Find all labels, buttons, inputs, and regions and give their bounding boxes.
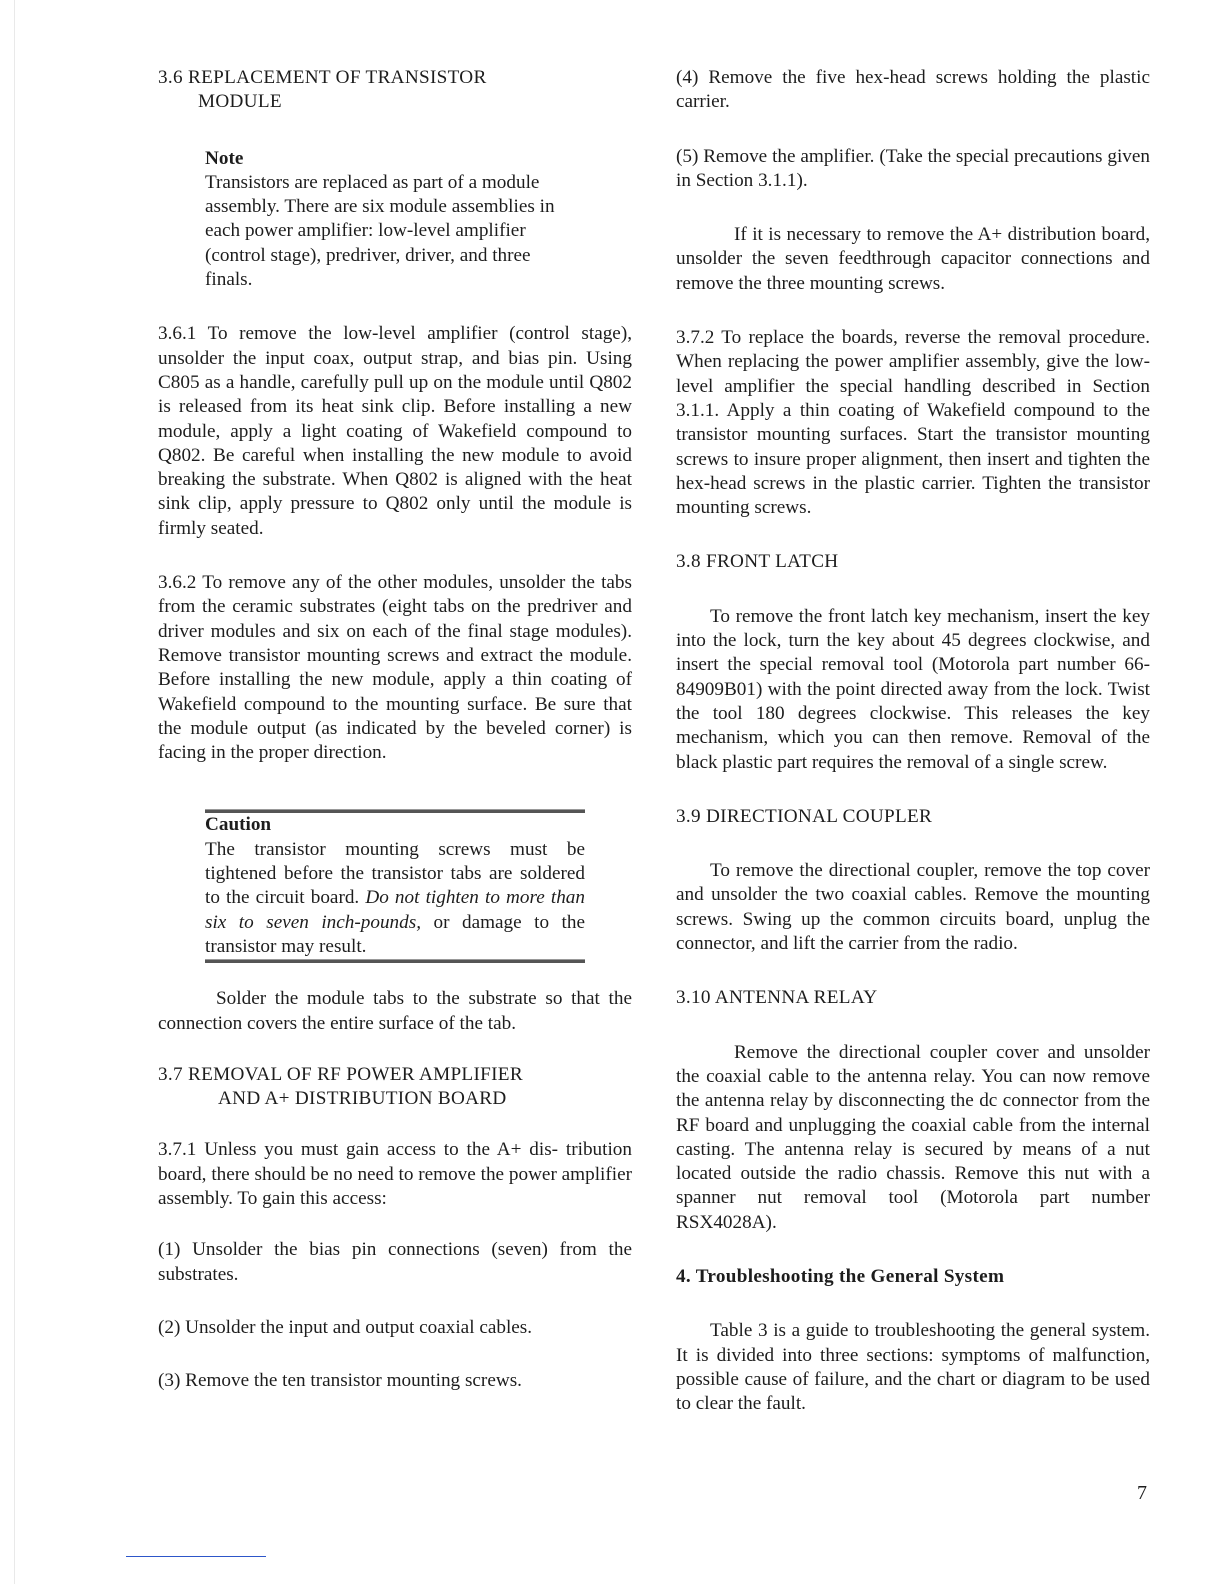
section-3-6-2-paragraph: [158, 571, 632, 765]
section-4-paragraph: Table 3 is a guide to troubleshooting the general system. It is divided into three sections: symptoms of malfunction, possible cause of failure, and the chart or diagram to be used to clear the fault.: [676, 1320, 1150, 1415]
section-3-7-2-lead: 3.7.2 To replace the boards, reverse the removal: [676, 327, 1062, 349]
section-3-9-heading: 3.9 DIRECTIONAL COUPLER: [676, 805, 933, 827]
step-1: (1) Unsolder the bias pin connections (seven) from the substrates.: [158, 1239, 632, 1285]
section-3-6-1-body: stage), unsolder the input coax, output strap, and bias pin. Using C805 as a handle, carefully pull up on the module until Q802 is released from its heat sink clip. Before installing a new module, apply a light coating of Wakefield compound to Q802. Be careful when installing the new module to avoid breaking the substrate. When Q802 is aligned with the heat sink clip, apply pressure to Q802 only until the module is firmly seated.: [158, 323, 633, 539]
footer-line: [126, 1556, 266, 1557]
caution-title: Caution: [205, 814, 272, 836]
section-3-10-heading: 3.10 ANTENNA RELAY: [676, 987, 878, 1009]
caution-emphasis: Do not tighten to more than six to seven inch-pounds,: [205, 887, 585, 933]
caution-text: The transistor mounting screws must be tightened before the transistor tabs are soldered to the circuit board. Do not tighten to more than six to seven inch-pounds, or damage to the transistor may result.: [205, 838, 585, 957]
section-3-6-1-paragraph: [158, 322, 632, 541]
section-3-8-heading: 3.8 FRONT LATCH: [676, 551, 839, 573]
section-3-9-paragraph: To remove the directional coupler, remove the top cover and unsolder the two coaxial cables. Remove the mounting screws. Swing up the common circuits board, unplug the connector, and lift the carrier from the radio.: [676, 860, 1150, 955]
section-3-7-heading: 3.7 REMOVAL OF RF POWER AMPLIFIER AND A+ DISTRIBUTION BOARD: [158, 1063, 523, 1110]
distribution-board-paragraph: If it is necessary to remove the A+ distribution board, unsolder the seven feedthrough capacitor connections and remove the three mounting screws.: [676, 224, 1150, 294]
caution-box: [205, 809, 585, 963]
step-4: (4) Remove the five hex-head screws holding the plastic carrier.: [676, 67, 1150, 113]
section-3-7-2-body: procedure. When replacing the power amplifier assembly, give the low-level amplifier the special handling described in Section 3.1.1. Apply a thin coating of Wakefield compound to the transistor mounting surfaces. Start the transistor mounting screws to insure proper alignment, then insert and tighten the hex-head screws in the plastic carrier. Tighten the transistor mounting screws.: [676, 327, 1151, 519]
section-3-7-1-lead: 3.7.1 Unless you must gain access to the A+ dis-: [158, 1139, 559, 1161]
step-2: (2) Unsolder the input and output coaxial cables.: [158, 1316, 533, 1338]
section-3-7-2-paragraph: [676, 326, 1150, 520]
note-box: [205, 147, 581, 293]
caution-bottom-rule: [205, 959, 585, 963]
solder-paragraph: Solder the module tabs to the substrate so that the connection covers the entire surface of the tab.: [158, 988, 632, 1034]
note-text: Transistors are replaced as part of a module assembly. There are six module assemblies in each power amplifier: low-level amplifier (control stage), predriver, driver, and three finals.: [205, 171, 555, 291]
section-3-6-2-lead: 3.6.2 To remove any of the other modules, unsolder: [158, 572, 566, 594]
step-3: (3) Remove the ten transistor mounting screws.: [158, 1370, 522, 1392]
section-3-10-paragraph: Remove the directional coupler cover and unsolder the coaxial cable to the antenna relay. You can now remove the antenna relay by disconnecting the dc connector from the RF board and unplugging the coaxial cable from the internal casting. The antenna relay is secured by means of a nut located outside the radio chassis. Remove this nut with a spanner nut removal tool (Motorola part number RSX4028A).: [676, 1041, 1150, 1233]
note-title: Note: [205, 147, 244, 169]
section-4-heading: 4. Troubleshooting the General System: [676, 1265, 1005, 1287]
section-3-7-1-paragraph: [158, 1138, 632, 1211]
right-column: [676, 66, 1150, 1416]
section-3-6-heading: 3.6 REPLACEMENT OF TRANSISTOR MODULE: [158, 67, 487, 113]
section-3-6-1-lead: 3.6.1 To remove the low-level amplifier (control: [158, 323, 570, 345]
step-5: (5) Remove the amplifier. (Take the special precautions given in Section 3.1.1).: [676, 145, 1150, 191]
scan-edge: [14, 0, 15, 1584]
page-number: 7: [1137, 1482, 1147, 1504]
section-3-7-1-body: tribution board, there should be no need to remove the power amplifier assembly. To gain this access:: [158, 1139, 632, 1209]
section-3-8-paragraph: To remove the front latch key mechanism, insert the key into the lock, turn the key about 45 degrees clockwise, and insert the special removal tool (Motorola part number 66-84909B01) with the point directed away from the lock. Twist the tool 180 degrees clockwise. This releases the key mechanism, which you can then remove. Removal of the black plastic part requires the removal of a single screw.: [676, 605, 1150, 773]
left-column: [158, 66, 632, 1393]
section-3-6-2-body: the tabs from the ceramic substrates (eight tabs on the predriver and driver modules and six on each of the final stage modules). Remove transistor mounting screws and extract the module. Before installing the new module, apply a thin coating of Wakefield compound to the mounting surface. Be sure that the module output (as indicated by the beveled corner) is facing in the proper direction.: [158, 572, 632, 764]
